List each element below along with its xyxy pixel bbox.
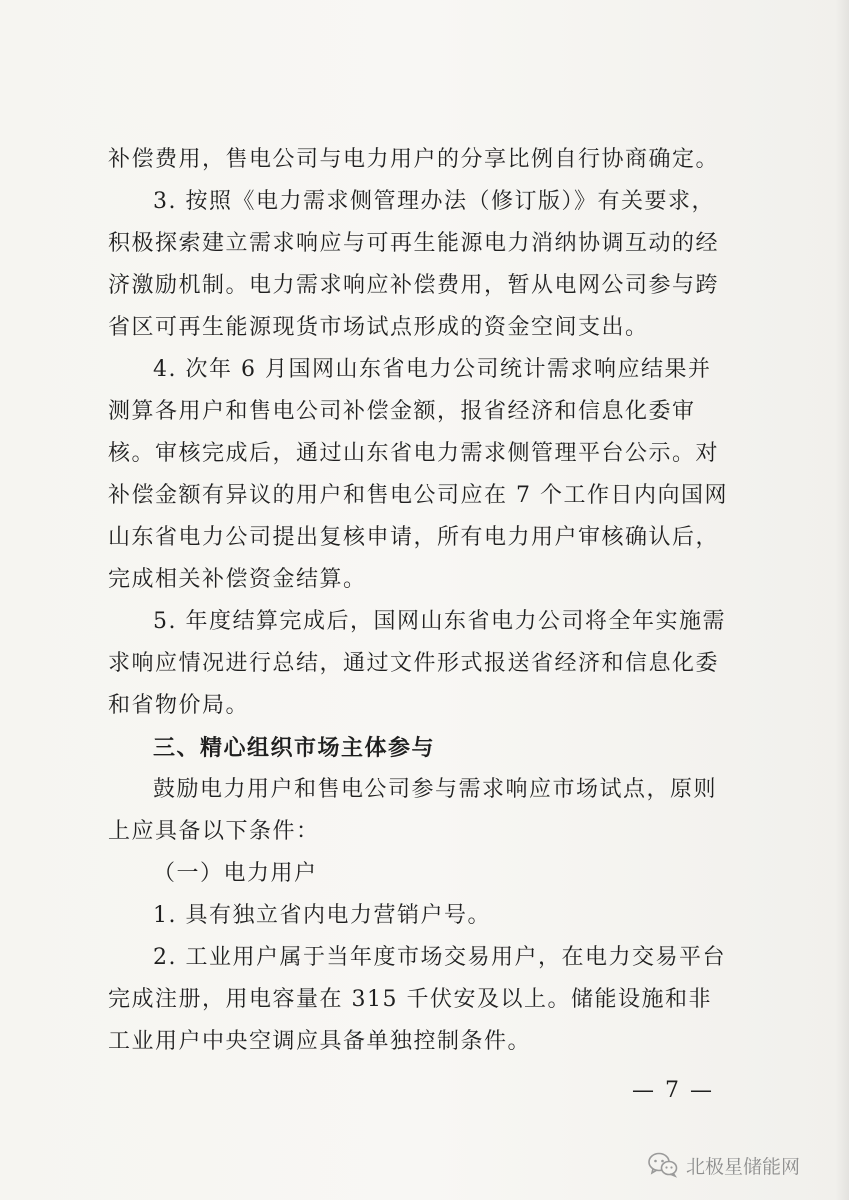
source-watermark — [648, 1150, 800, 1180]
condition-item-2: 2. 工业用户属于当年度市场交易用户，在电力交易平台完成注册，用电容量在 315 千伏安及以上。储能设施和非工业用户中央空调应具备单独控制条件。 — [108, 945, 726, 1054]
paragraph-item-4: 4. 次年 6 月国网山东省电力公司统计需求响应结果并测算各用户和售电公司补偿金额，报省经济和信息化委审核。审核完成后，通过山东省电力需求侧管理平台公示。对补偿金额有异议的用户和售电公司应在 7 个工作日内向国网山东省电力公司提出复核申请，所有电力用户审核确认后，完成相关补偿资金结算。 — [108, 357, 728, 592]
watermark-text: 北极星储能网 — [686, 1155, 801, 1178]
section-heading-3: 三、精心组织市场主体参与 — [153, 735, 436, 761]
condition-item-1: 1. 具有独立省内电力营销户号。 — [153, 903, 491, 928]
subheading-power-users: （一）电力用户 — [153, 861, 318, 886]
paragraph-item-5: 5. 年度结算完成后，国网山东省电力公司将全年实施需求响应情况进行总结，通过文件形式报送省经济和信息化委和省物价局。 — [108, 609, 726, 718]
paragraph-encourage: 鼓励电力用户和售电公司参与需求响应市场试点，原则上应具备以下条件： — [108, 777, 718, 844]
page-edge-shadow — [835, 0, 849, 1200]
page-number: — 7 — — [632, 1078, 714, 1103]
paragraph-continuation: 补偿费用，售电公司与电力用户的分享比例自行协商确定。 — [108, 147, 720, 172]
document-body — [108, 139, 730, 1063]
wechat-icon — [648, 1152, 678, 1178]
paragraph-item-3: 3. 按照《电力需求侧管理办法（修订版）》有关要求，积极探索建立需求响应与可再生能源电力消纳协调互动的经济激励机制。电力需求响应补偿费用，暂从电网公司参与跨省区可再生能源现货市场试点形成的资金空间支出。 — [108, 189, 720, 340]
